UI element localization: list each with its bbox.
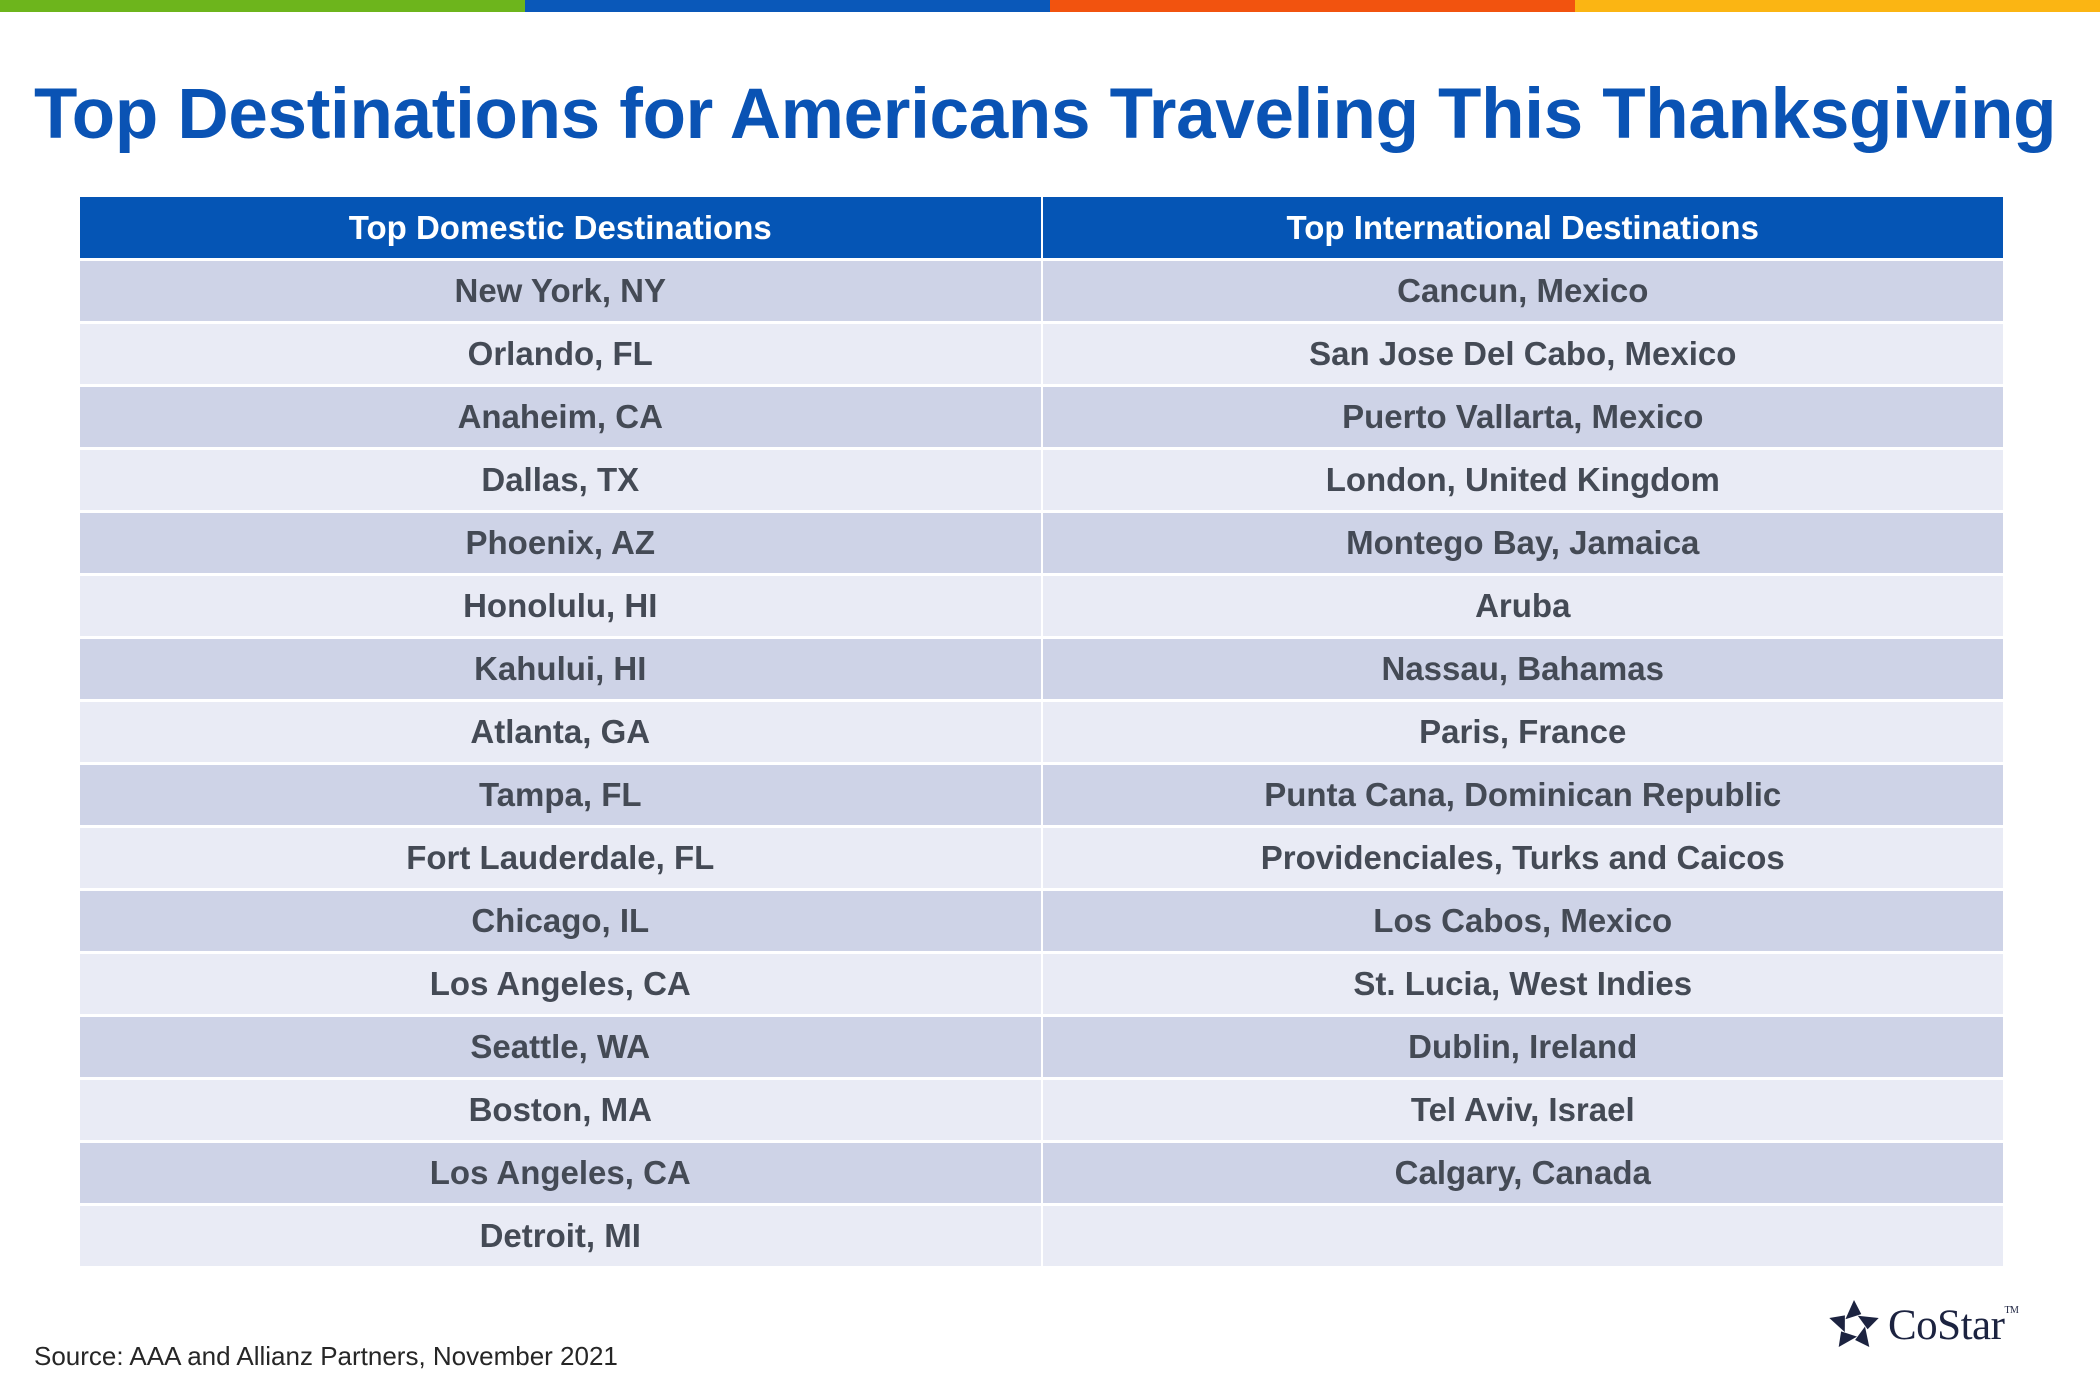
- logo-wordmark: [1888, 1301, 2018, 1350]
- cell-domestic: Chicago, IL: [80, 890, 1042, 953]
- table-row: [80, 449, 2003, 512]
- costar-star-icon: [1826, 1296, 1882, 1354]
- star-petal: [1829, 1315, 1845, 1332]
- header-international: Top International Destinations: [1042, 197, 2004, 260]
- color-bar-green: [0, 0, 525, 12]
- cell-international: Puerto Vallarta, Mexico: [1042, 386, 2004, 449]
- cell-international: Montego Bay, Jamaica: [1042, 512, 2004, 575]
- cell-domestic: Orlando, FL: [80, 323, 1042, 386]
- table-row: [80, 512, 2003, 575]
- cell-domestic: Anaheim, CA: [80, 386, 1042, 449]
- table-header-row: [80, 197, 2003, 260]
- table-row: [80, 701, 2003, 764]
- cell-international: Punta Cana, Dominican Republic: [1042, 764, 2004, 827]
- cell-domestic: Kahului, HI: [80, 638, 1042, 701]
- table-row: [80, 1205, 2003, 1268]
- cell-domestic: New York, NY: [80, 260, 1042, 323]
- cell-domestic: Dallas, TX: [80, 449, 1042, 512]
- cell-international: St. Lucia, West Indies: [1042, 953, 2004, 1016]
- table-row: [80, 827, 2003, 890]
- source-note: Source: AAA and Allianz Partners, November 2021: [34, 1341, 618, 1371]
- color-bar-blue: [525, 0, 1050, 12]
- star-petal: [1855, 1327, 1869, 1348]
- cell-international: Los Cabos, Mexico: [1042, 890, 2004, 953]
- cell-domestic: Phoenix, AZ: [80, 512, 1042, 575]
- logo-text: CoStar: [1888, 1301, 2005, 1349]
- top-color-bar: [0, 0, 2100, 12]
- header-domestic: Top Domestic Destinations: [80, 197, 1042, 260]
- table-row: [80, 890, 2003, 953]
- cell-international: Paris, France: [1042, 701, 2004, 764]
- star-petal: [1858, 1316, 1879, 1330]
- cell-international: Cancun, Mexico: [1042, 260, 2004, 323]
- cell-domestic: Atlanta, GA: [80, 701, 1042, 764]
- cell-international: Nassau, Bahamas: [1042, 638, 2004, 701]
- table-row: [80, 1142, 2003, 1205]
- costar-logo: [1826, 1296, 2018, 1354]
- cell-domestic: Fort Lauderdale, FL: [80, 827, 1042, 890]
- cell-international: San Jose Del Cabo, Mexico: [1042, 323, 2004, 386]
- table-row: [80, 953, 2003, 1016]
- destinations-table: [80, 197, 2003, 1269]
- table-row: [80, 638, 2003, 701]
- cell-domestic: Detroit, MI: [80, 1205, 1042, 1268]
- cell-domestic: Tampa, FL: [80, 764, 1042, 827]
- table-body: [80, 260, 2003, 1268]
- table-row: [80, 575, 2003, 638]
- cell-domestic: Seattle, WA: [80, 1016, 1042, 1079]
- color-bar-yellow: [1575, 0, 2100, 12]
- cell-international: Tel Aviv, Israel: [1042, 1079, 2004, 1142]
- cell-international: Aruba: [1042, 575, 2004, 638]
- cell-international: Calgary, Canada: [1042, 1142, 2004, 1205]
- cell-international: Dublin, Ireland: [1042, 1016, 2004, 1079]
- page-title: Top Destinations for Americans Traveling This Thanksgiving: [34, 75, 2057, 154]
- logo-trademark: TM: [2004, 1304, 2019, 1316]
- color-bar-orange: [1050, 0, 1575, 12]
- cell-international: London, United Kingdom: [1042, 449, 2004, 512]
- table-row: [80, 764, 2003, 827]
- star-petal: [1839, 1331, 1857, 1347]
- cell-international: Providenciales, Turks and Caicos: [1042, 827, 2004, 890]
- cell-domestic: Los Angeles, CA: [80, 1142, 1042, 1205]
- table-row: [80, 386, 2003, 449]
- cell-domestic: Honolulu, HI: [80, 575, 1042, 638]
- cell-domestic: Boston, MA: [80, 1079, 1042, 1142]
- table-row: [80, 1016, 2003, 1079]
- table-row: [80, 323, 2003, 386]
- table-row: [80, 1079, 2003, 1142]
- cell-international: [1042, 1205, 2004, 1268]
- cell-domestic: Los Angeles, CA: [80, 953, 1042, 1016]
- table-row: [80, 260, 2003, 323]
